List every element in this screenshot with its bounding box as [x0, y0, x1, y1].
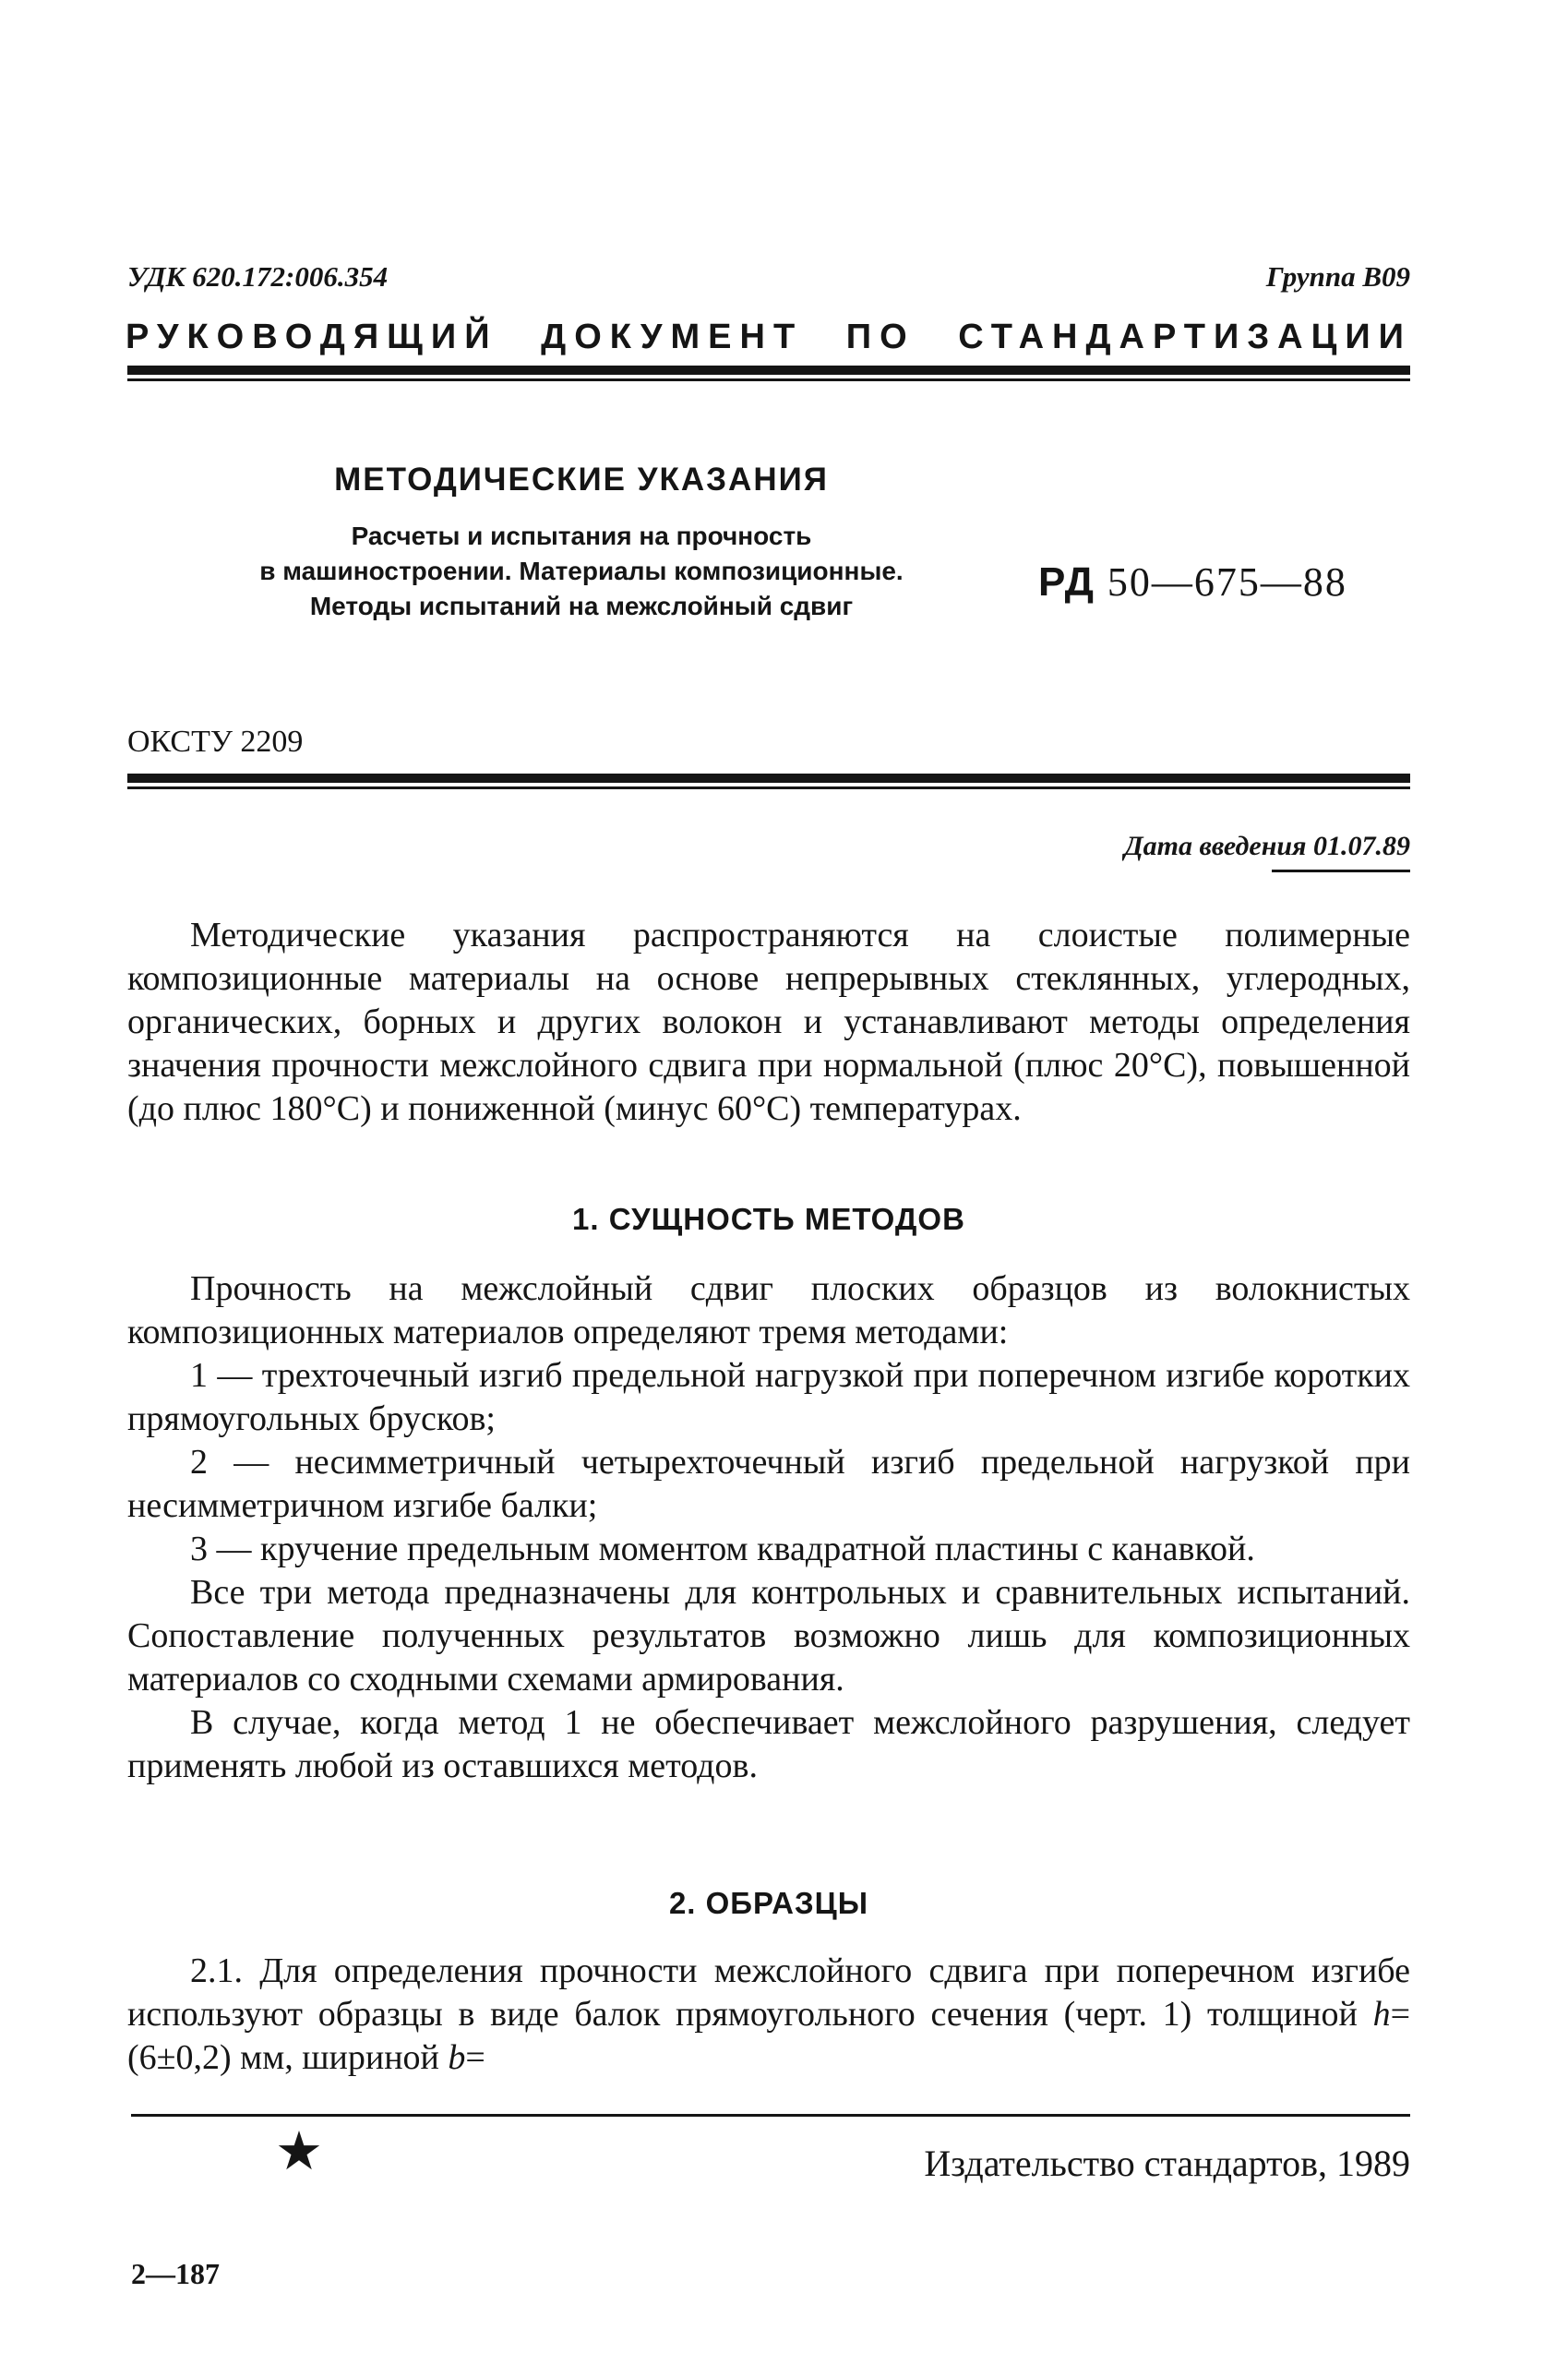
code-number: 50—675—88 — [1107, 559, 1347, 605]
title-rule-thick — [127, 774, 1410, 783]
variable-b: b — [448, 2038, 466, 2077]
sheet-mark: 2—187 — [131, 2257, 220, 2290]
intro-paragraph-block — [127, 914, 1410, 1131]
paragraph-text: 2.1. Для определения прочности межслойного сдвига при поперечном изгибе используют образцы в виде балок прямоугольного сечения (черт. 1) толщиной — [127, 1951, 1410, 2034]
publisher-line: Издательство стандартов, 1989 — [924, 2143, 1410, 2184]
introduction-date — [1124, 831, 1410, 862]
section-1-lead: Прочность на межслойный сдвиг плоских образцов из волокнистых композиционных материалов определяют тремя методами: — [127, 1269, 1410, 1351]
title-rule-thin — [127, 786, 1410, 789]
doc-type-word: СТАНДАРТИЗАЦИИ — [958, 318, 1412, 356]
header-rule-thin — [127, 378, 1410, 381]
section-1-paragraph: Все три метода предназначены для контрольных и сравнительных испытаний. Сопоставление полученных результатов возможно лишь для композиционных материалов со сходными схемами армирования. — [127, 1573, 1410, 1699]
method-item: 2 — несимметричный четырехточечный изгиб предельной нагрузкой при несимметричном изгибе балки; — [127, 1443, 1410, 1525]
intro-paragraph: Методические указания распространяются на слоистые полимерные композиционные материалы на основе непрерывных стеклянных, углеродных, органических, борных и других волокон и устанавливают методы определения значения прочности межслойного сдвига при нормальной (плюс 20°С), повышенной (до плюс 180°С) и пониженной (минус 60°С) температурах. — [127, 916, 1410, 1128]
section-2-body — [127, 1950, 1410, 2080]
method-item: 1 — трехточечный изгиб предельной нагрузкой при поперечном изгибе коротких прямоугольных брусков; — [127, 1356, 1410, 1438]
date-label: Дата введения — [1124, 831, 1307, 861]
udk-code: УДК 620.172:006.354 — [127, 260, 389, 293]
section-1-heading: 1. СУЩНОСТЬ МЕТОДОВ — [572, 1202, 965, 1236]
section-2-heading: 2. ОБРАЗЦЫ — [668, 1886, 869, 1920]
section-1-paragraph: В случае, когда метод 1 не обеспечивает межслойного разрушения, следует применять любой из оставшихся методов. — [127, 1703, 1410, 1785]
variable-h: h — [1372, 1995, 1391, 2034]
doc-type-word: РУКОВОДЯЩИЙ — [126, 318, 498, 356]
date-underline — [1272, 870, 1410, 872]
date-value: 01.07.89 — [1313, 831, 1410, 861]
footer-rule — [131, 2114, 1410, 2117]
paragraph-text: = — [465, 2038, 485, 2077]
section-2-paragraph — [127, 1950, 1410, 2080]
method-item: 3 — кручение предельным моментом квадратной пластины с канавкой. — [190, 1530, 1255, 1568]
document-code — [1038, 558, 1347, 606]
code-prefix: РД — [1038, 559, 1095, 605]
document-type-heading — [126, 318, 1412, 357]
title-sub-line: Расчеты и испытания на прочность — [351, 522, 812, 550]
group-code: Группа В09 — [1265, 260, 1410, 293]
doc-type-word: ПО — [845, 318, 916, 356]
title-sub-line: в машиностроении. Материалы композиционные. — [259, 557, 904, 585]
title-main: МЕТОДИЧЕСКИЕ УКАЗАНИЯ — [334, 462, 829, 498]
header-rule-thick — [127, 366, 1410, 375]
section-1-body — [127, 1267, 1410, 1788]
okstu-code: ОКСТУ 2209 — [127, 725, 304, 759]
paragraph-text: =(6±0,2) мм, шириной — [127, 1995, 1410, 2077]
header-row — [127, 260, 1410, 303]
doc-type-word: ДОКУМЕНТ — [541, 318, 804, 356]
title-block — [175, 462, 987, 624]
star-icon: ★ — [275, 2121, 323, 2181]
title-sub-line: Методы испытаний на межслойный сдвиг — [309, 592, 854, 620]
